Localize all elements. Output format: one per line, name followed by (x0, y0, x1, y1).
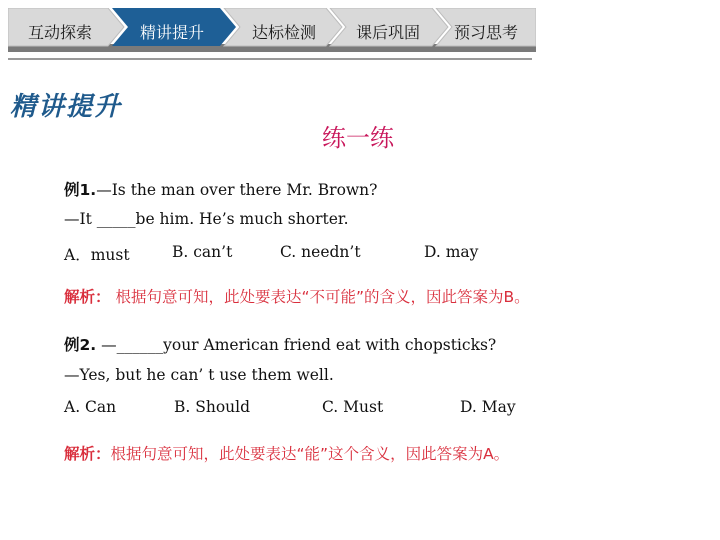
example1-line2: —It _____be him. He’s much shorter. (64, 210, 349, 228)
tab-preview[interactable]: 预习思考 (454, 23, 519, 42)
example2-label: 例2. (64, 336, 97, 354)
nav-divider (8, 58, 532, 60)
tab-lecture[interactable]: 精讲提升 (140, 23, 205, 42)
example2-option-d: D. May (460, 398, 516, 416)
example2-analysis-text: 根据句意可知，此处要表达“能”这个含义，因此答案为A。 (110, 445, 510, 463)
example1-analysis-text: 根据句意可知，此处要表达“不可能”的含义，因此答案为B。 (110, 288, 530, 306)
example1-line1: —Is the man over there Mr. Brown? (96, 181, 378, 199)
example2-analysis (64, 442, 509, 464)
tab-consolidate[interactable]: 课后巩固 (356, 23, 421, 42)
example1-option-d: D. may (424, 243, 479, 261)
tab-explore[interactable]: 互动探索 (28, 23, 93, 42)
example2-option-c: C. Must (322, 398, 384, 416)
example1-analysis (64, 285, 530, 307)
example1-label: 例1. (64, 181, 97, 199)
example1-option-c: C. needn’t (280, 243, 361, 261)
practice-title: 练一练 (322, 124, 394, 152)
example2-analysis-label: 解析： (64, 445, 111, 463)
example1-analysis-label: 解析： (64, 288, 111, 306)
section-title: 精讲提升 (10, 92, 123, 122)
example2-question (64, 333, 496, 355)
example1-question (64, 178, 377, 200)
nav-bar (8, 8, 536, 54)
example1-option-a: A．must (64, 246, 130, 264)
example2-line2: —Yes, but he can’ t use them well. (64, 366, 334, 384)
example2-option-a: A. Can (64, 398, 117, 416)
example2-option-b: B. Should (174, 398, 251, 416)
example2-line1: —______your American friend eat with chopsticks? (96, 336, 497, 354)
tab-test[interactable]: 达标检测 (252, 23, 317, 42)
example1-option-b: B. can’t (172, 243, 233, 261)
